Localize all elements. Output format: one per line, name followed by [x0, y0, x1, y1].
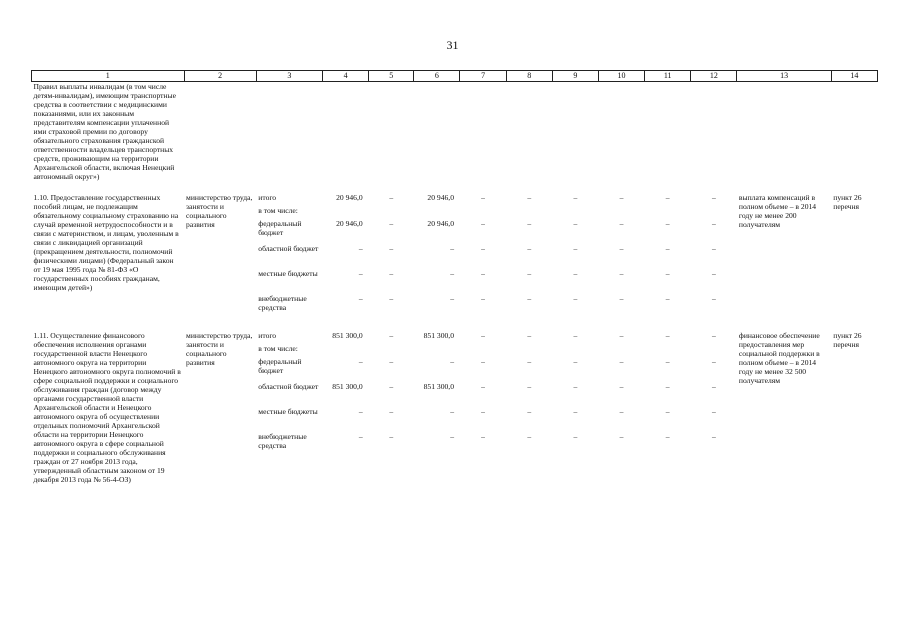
value: –: [573, 294, 578, 303]
col10-values: [598, 193, 644, 319]
value: –: [481, 357, 485, 366]
value: –: [711, 357, 716, 366]
value: –: [481, 382, 485, 391]
col-header: 9: [552, 71, 598, 82]
col10-values: [598, 331, 644, 484]
value: [693, 206, 735, 219]
value: –: [711, 407, 716, 416]
value: –: [389, 193, 394, 202]
value: –: [527, 269, 532, 278]
value: –: [450, 269, 454, 278]
col5-values: [369, 331, 414, 484]
value: –: [481, 407, 485, 416]
col4-values: [323, 331, 369, 484]
col-header: 6: [414, 71, 460, 82]
value: –: [527, 357, 532, 366]
col-header: 1: [32, 71, 185, 82]
col11-values: [645, 331, 691, 484]
value: –: [481, 269, 485, 278]
col-header: 14: [831, 71, 877, 82]
value: –: [389, 331, 394, 340]
value: –: [619, 219, 624, 228]
col-header: 5: [369, 71, 414, 82]
col-header: 3: [256, 71, 322, 82]
expected-result: выплата компенсаций в полном объеме – в 2014 году не менее 200 получателям: [738, 193, 817, 229]
value: –: [527, 244, 532, 253]
value: –: [665, 294, 670, 303]
source-label: областной бюджет: [258, 244, 319, 253]
col-header: 7: [460, 71, 506, 82]
value: –: [358, 294, 363, 303]
col12-values: [691, 193, 737, 319]
value: –: [573, 193, 578, 202]
source-label: областной бюджет: [258, 382, 319, 391]
value: –: [450, 244, 454, 253]
value: –: [619, 432, 624, 441]
value: –: [481, 331, 485, 340]
funding-sources: [256, 193, 322, 319]
col-header: 10: [598, 71, 644, 82]
value: [693, 344, 735, 357]
value: –: [573, 407, 578, 416]
reference: пункт 26 перечня: [833, 331, 862, 349]
value: 851 300,0: [332, 382, 363, 391]
value: –: [527, 382, 532, 391]
value: –: [665, 382, 670, 391]
col-header: 2: [184, 71, 256, 82]
value: [416, 206, 454, 219]
measure-name: 1.10. Предоставление государственных пособий лицам, не подлежащим обязательному социальному страхованию на случай временной нетрудоспособности и в связи с материнством, и лицам, уволенным в связи с ликвидацией организаций (прекращением деятельности, полномочий физическими лицами) (Федеральный закон от 19 мая 1995 года № 81-ФЗ «О государственных пособиях гражданам, имеющим детей»): [33, 193, 179, 292]
value: –: [573, 357, 578, 366]
value: –: [450, 407, 454, 416]
source-label: местные бюджеты: [258, 269, 318, 278]
value: [371, 344, 412, 357]
value: –: [619, 331, 624, 340]
col-header: 11: [645, 71, 691, 82]
col6-values: [414, 193, 460, 319]
source-label: итого: [258, 193, 277, 202]
value: –: [619, 193, 624, 202]
col-header: 8: [506, 71, 552, 82]
value: [325, 344, 363, 357]
col8-values: [506, 331, 552, 484]
source-label: местные бюджеты: [258, 407, 318, 416]
value: –: [573, 382, 578, 391]
value: –: [527, 407, 532, 416]
value: –: [389, 382, 394, 391]
value: –: [665, 331, 670, 340]
value: –: [450, 357, 454, 366]
value: –: [527, 193, 532, 202]
value: –: [711, 244, 716, 253]
value: 851 300,0: [332, 331, 363, 340]
program-table: [31, 70, 878, 484]
col7-values: [460, 331, 506, 484]
value: [508, 206, 550, 219]
value: –: [389, 269, 394, 278]
source-label: в том числе:: [258, 206, 298, 215]
executor: министерство труда, занятости и социального развития: [186, 193, 253, 229]
value: –: [527, 432, 532, 441]
value: [416, 344, 454, 357]
col9-values: [552, 331, 598, 484]
value: –: [481, 193, 485, 202]
value: –: [619, 407, 624, 416]
value: 20 946,0: [336, 219, 363, 228]
value: –: [389, 357, 394, 366]
value: –: [358, 269, 363, 278]
value: –: [711, 382, 716, 391]
value: –: [450, 294, 454, 303]
executor: министерство труда, занятости и социального развития: [186, 331, 253, 367]
value: –: [711, 219, 716, 228]
funding-sources: [256, 331, 322, 484]
value: –: [619, 294, 624, 303]
value: –: [665, 357, 670, 366]
col4-values: [323, 193, 369, 319]
value: –: [358, 244, 363, 253]
value: –: [665, 193, 670, 202]
value: [647, 344, 689, 357]
value: 851 300,0: [423, 382, 454, 391]
value: 20 946,0: [427, 219, 454, 228]
value: –: [665, 432, 670, 441]
value: 20 946,0: [336, 193, 363, 202]
value: –: [389, 244, 394, 253]
value: [325, 206, 363, 219]
col-header: 4: [323, 71, 369, 82]
value: –: [389, 432, 394, 441]
value: [508, 344, 550, 357]
column-number-row: [32, 71, 878, 82]
value: –: [573, 432, 578, 441]
value: 20 946,0: [427, 193, 454, 202]
col11-values: [645, 193, 691, 319]
intro-text: Правил выплаты инвалидам (в том числе детям-инвалидам), имеющим транспортные средства в соответствии с медицинскими показаниями, или их законным представителям компенсации уплаченной ими страховой премии по договору обязательного страхования гражданской ответственности владельцев транспортных средств, проживающим на территории Архангельской области, включая Ненецкий автономный округ»): [33, 82, 177, 181]
value: [647, 206, 689, 219]
value: [462, 206, 504, 219]
value: –: [665, 219, 670, 228]
source-label: в том числе:: [258, 344, 298, 353]
col8-values: [506, 193, 552, 319]
value: 851 300,0: [423, 331, 454, 340]
col-header: 12: [691, 71, 737, 82]
value: [371, 206, 412, 219]
value: [600, 206, 642, 219]
value: –: [389, 294, 394, 303]
value: –: [358, 357, 363, 366]
col7-values: [460, 193, 506, 319]
value: –: [665, 269, 670, 278]
value: –: [481, 244, 485, 253]
source-label: внебюджетные средства: [258, 294, 307, 312]
source-label: внебюджетные средства: [258, 432, 307, 450]
measure-name: 1.11. Осуществление финансового обеспечения исполнения органами государственной власти Ненецкого автономного округа на территории Ненецкого автономного округа полномочий в сфере социальной поддержки и социального обслуживания граждан (договор между органами государственной власти Архангельской области и Ненецкого автономного округа об осуществлении отдельных полномочий Архангельской области на территории Ненецкого автономного округа в сфере социальной поддержки и социального обслуживания граждан от 27 ноября 2013 года, утвержденный областным законом от 19 декабря 2013 года № 56-4-ОЗ): [33, 331, 181, 484]
col12-values: [691, 331, 737, 484]
value: –: [527, 219, 532, 228]
value: –: [619, 382, 624, 391]
value: –: [711, 331, 716, 340]
source-label: федеральный бюджет: [258, 357, 302, 375]
value: [554, 344, 596, 357]
value: –: [481, 219, 485, 228]
value: –: [527, 294, 532, 303]
col9-values: [552, 193, 598, 319]
col6-values: [414, 331, 460, 484]
col-header: 13: [737, 71, 831, 82]
intro-row: [32, 82, 878, 182]
source-label: федеральный бюджет: [258, 219, 302, 237]
value: –: [389, 407, 394, 416]
value: –: [450, 432, 454, 441]
value: –: [573, 269, 578, 278]
source-label: итого: [258, 331, 277, 340]
value: –: [573, 219, 578, 228]
col5-values: [369, 193, 414, 319]
value: –: [619, 244, 624, 253]
value: –: [573, 331, 578, 340]
value: –: [711, 193, 716, 202]
value: –: [358, 432, 363, 441]
page-number: 31: [446, 38, 459, 52]
value: –: [665, 244, 670, 253]
value: [462, 344, 504, 357]
value: –: [619, 269, 624, 278]
value: [554, 206, 596, 219]
value: –: [619, 357, 624, 366]
value: –: [665, 407, 670, 416]
value: –: [527, 331, 532, 340]
value: [600, 344, 642, 357]
table-row: [32, 331, 878, 484]
value: –: [481, 432, 485, 441]
table-row: [32, 193, 878, 319]
value: –: [711, 432, 716, 441]
value: –: [481, 294, 485, 303]
value: –: [573, 244, 578, 253]
reference: пункт 26 перечня: [833, 193, 862, 211]
value: –: [711, 294, 716, 303]
value: –: [711, 269, 716, 278]
value: –: [358, 407, 363, 416]
expected-result: финансовое обеспечение предоставления мер социальной поддержки в полном объеме – в 2014 году не менее 32 500 получателям: [738, 331, 820, 385]
value: –: [389, 219, 394, 228]
